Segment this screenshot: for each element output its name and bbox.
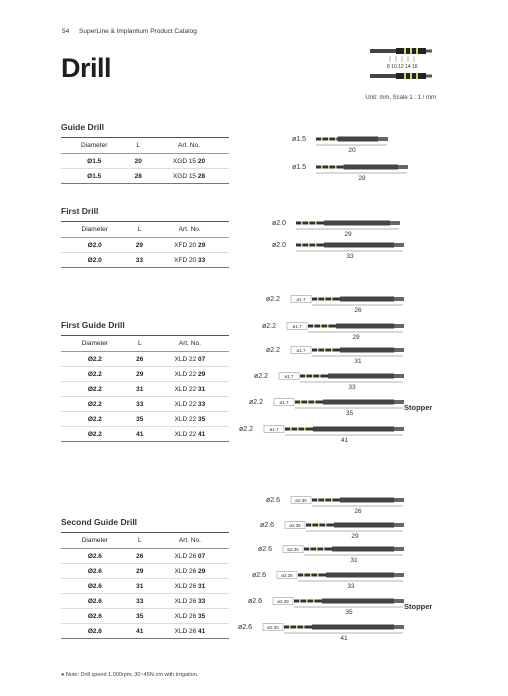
length-cell: 41 bbox=[129, 427, 151, 442]
tip-diameter-text: ø1.7 bbox=[292, 324, 302, 329]
column-header: Diameter bbox=[61, 533, 129, 549]
drill-diameter-label: ø2.2 bbox=[266, 296, 281, 303]
column-header: Diameter bbox=[61, 138, 127, 154]
drill-length-label: 33 bbox=[348, 384, 356, 391]
column-header: Art. No. bbox=[150, 222, 229, 238]
drill-diameter-label: ø2.6 bbox=[266, 497, 281, 504]
art-no-cell bbox=[151, 367, 229, 382]
column-header: Diameter bbox=[61, 222, 128, 238]
drill-body bbox=[312, 297, 404, 302]
drill-body bbox=[284, 625, 404, 630]
drill-diameter-label: ø2.2 bbox=[249, 399, 264, 406]
art-no-prefix: XFD 20 bbox=[174, 241, 198, 249]
drill-body bbox=[316, 137, 388, 142]
drill-length-label: 28 bbox=[358, 175, 366, 182]
diameter-cell: Ø2.0 bbox=[61, 253, 128, 268]
drill-diameter-label: ø2.6 bbox=[252, 572, 267, 579]
drill-diameter-label: ø2.0 bbox=[272, 242, 287, 249]
column-header: L bbox=[128, 222, 150, 238]
table-row bbox=[61, 427, 229, 442]
tip-diameter-tag bbox=[263, 624, 283, 631]
tip-diameter-tag bbox=[274, 399, 294, 406]
table-row bbox=[61, 624, 229, 639]
table-row bbox=[61, 154, 229, 169]
tip-diameter-tag bbox=[273, 598, 293, 605]
art-no-prefix: XLD 26 bbox=[174, 597, 199, 605]
tip-diameter-text: ø1.7 bbox=[296, 348, 306, 353]
diameter-cell: Ø2.6 bbox=[61, 579, 129, 594]
drill-length-label: 31 bbox=[354, 358, 362, 365]
tip-diameter-text: ø1.7 bbox=[284, 374, 294, 379]
art-no-suffix: 33 bbox=[198, 597, 206, 605]
footnote bbox=[61, 672, 198, 678]
drill-length-label: 33 bbox=[347, 583, 355, 590]
page-header bbox=[62, 28, 197, 35]
art-no-cell bbox=[151, 594, 229, 609]
art-no-suffix: 31 bbox=[198, 582, 206, 590]
art-no-prefix: XLD 26 bbox=[174, 552, 199, 560]
art-no-prefix: XGD 15 bbox=[172, 172, 198, 180]
drill-body bbox=[296, 221, 400, 226]
spec-table bbox=[61, 532, 229, 639]
drill-body bbox=[304, 547, 404, 552]
length-cell: 29 bbox=[129, 564, 151, 579]
drill-body bbox=[300, 374, 404, 379]
drill-body bbox=[312, 498, 404, 503]
drill-diameter-label: ø2.6 bbox=[260, 522, 275, 529]
drill-diameter-label: ø2.2 bbox=[239, 426, 254, 433]
drill-diameter-label: ø2.6 bbox=[238, 624, 253, 631]
drill-length-label: 26 bbox=[354, 508, 362, 515]
art-no-cell bbox=[151, 382, 229, 397]
art-no-prefix: XLD 26 bbox=[174, 567, 199, 575]
table-header-row bbox=[61, 222, 229, 238]
art-no-suffix: 29 bbox=[198, 370, 206, 378]
drill-diameter-label: ø2.6 bbox=[258, 546, 273, 553]
diameter-cell: Ø2.2 bbox=[61, 382, 129, 397]
table-row bbox=[61, 564, 229, 579]
page-title: Drill bbox=[61, 53, 112, 83]
art-no-prefix: XLD 26 bbox=[174, 612, 199, 620]
tip-diameter-tag bbox=[291, 347, 311, 354]
drill-diameter-label: ø2.2 bbox=[254, 373, 269, 380]
art-no-suffix: 29 bbox=[198, 567, 206, 575]
length-cell: 29 bbox=[129, 367, 151, 382]
drill-diameter-label: ø1.5 bbox=[292, 136, 307, 143]
art-no-prefix: XLD 22 bbox=[174, 415, 199, 423]
drill-length-label: 29 bbox=[344, 231, 352, 238]
art-no-cell bbox=[151, 579, 229, 594]
tip-diameter-text: ø2.35 bbox=[289, 523, 301, 528]
column-header: Art. No. bbox=[151, 336, 229, 352]
length-cell: 26 bbox=[129, 549, 151, 564]
drill-body bbox=[295, 400, 404, 405]
art-no-prefix: XLD 22 bbox=[174, 430, 199, 438]
art-no-prefix: XLD 26 bbox=[174, 627, 199, 635]
drill-length-label: 20 bbox=[348, 147, 356, 154]
drill-diameter-label: ø2.2 bbox=[266, 347, 281, 354]
spec-table bbox=[61, 137, 229, 184]
art-no-prefix: XLD 22 bbox=[174, 355, 199, 363]
art-no-prefix: XLD 22 bbox=[174, 370, 199, 378]
drill-body bbox=[316, 165, 408, 170]
art-no-suffix: 33 bbox=[198, 400, 206, 408]
art-no-cell bbox=[151, 564, 229, 579]
table-header-row bbox=[61, 533, 229, 549]
spec-table bbox=[61, 335, 229, 442]
art-no-prefix: XLD 22 bbox=[174, 385, 199, 393]
section-title: Guide Drill bbox=[61, 122, 104, 132]
tip-diameter-tag bbox=[283, 546, 303, 553]
column-header: Art. No. bbox=[149, 138, 229, 154]
diameter-cell: Ø2.6 bbox=[61, 594, 129, 609]
table-row bbox=[61, 579, 229, 594]
art-no-prefix: XLD 26 bbox=[174, 582, 199, 590]
tip-diameter-tag bbox=[277, 572, 297, 579]
art-no-suffix: 07 bbox=[198, 552, 206, 560]
tip-diameter-tag bbox=[264, 426, 284, 433]
diameter-cell: Ø2.2 bbox=[61, 352, 129, 367]
drill-length-label: 29 bbox=[351, 533, 359, 540]
art-no-suffix: 35 bbox=[198, 612, 206, 620]
drill-length-label: 31 bbox=[350, 557, 358, 564]
table-row bbox=[61, 352, 229, 367]
column-header: L bbox=[129, 336, 151, 352]
tip-diameter-tag bbox=[291, 296, 311, 303]
art-no-suffix: 31 bbox=[198, 385, 206, 393]
art-no-suffix: 20 bbox=[197, 157, 206, 165]
art-no-suffix: 41 bbox=[198, 430, 206, 438]
diameter-cell: Ø1.5 bbox=[61, 154, 127, 169]
length-cell: 20 bbox=[127, 154, 149, 169]
art-no-cell bbox=[151, 624, 229, 639]
art-no-prefix: XGD 15 bbox=[172, 157, 198, 165]
table-row bbox=[61, 594, 229, 609]
column-header: L bbox=[127, 138, 149, 154]
drill-body bbox=[296, 243, 404, 248]
tip-diameter-text: ø1.7 bbox=[296, 297, 306, 302]
art-no-cell bbox=[151, 427, 229, 442]
length-cell: 31 bbox=[129, 579, 151, 594]
diameter-cell: Ø2.0 bbox=[61, 238, 128, 253]
table-row bbox=[61, 412, 229, 427]
diameter-cell: Ø2.6 bbox=[61, 609, 129, 624]
drill-length-label: 41 bbox=[340, 635, 348, 642]
spec-table bbox=[61, 221, 229, 268]
page-number: 54 bbox=[62, 28, 70, 35]
length-cell: 26 bbox=[129, 352, 151, 367]
table-row bbox=[61, 382, 229, 397]
art-no-suffix: 35 bbox=[198, 415, 206, 423]
tip-diameter-text: ø2.35 bbox=[287, 547, 299, 552]
art-no-cell bbox=[149, 169, 229, 184]
art-no-suffix: 28 bbox=[197, 172, 206, 180]
diameter-cell: Ø2.2 bbox=[61, 412, 129, 427]
art-no-cell bbox=[149, 154, 229, 169]
drill-length-label: 35 bbox=[345, 410, 354, 417]
table-row bbox=[61, 238, 229, 253]
unit-note: Unit: mm, Scale 1 : 1 / mm bbox=[365, 95, 436, 101]
section-title: Second Guide Drill bbox=[61, 517, 138, 527]
drill-length-label: 33 bbox=[346, 253, 354, 260]
length-cell: 33 bbox=[129, 397, 151, 412]
catalog-title: SuperLine & Implantium Product Catalog bbox=[79, 28, 197, 35]
art-no-suffix: 33 bbox=[197, 256, 206, 264]
length-cell: 35 bbox=[129, 609, 151, 624]
art-no-suffix: 29 bbox=[197, 241, 206, 249]
tip-diameter-text: ø1.7 bbox=[269, 427, 279, 432]
note-bullet-icon: ● bbox=[61, 672, 65, 678]
section-title: First Guide Drill bbox=[61, 320, 125, 330]
diameter-cell: Ø2.2 bbox=[61, 367, 129, 382]
diameter-cell: Ø2.6 bbox=[61, 564, 129, 579]
drill-diameter-label: ø2.2 bbox=[262, 323, 277, 330]
drill-length-label: 35 bbox=[345, 609, 353, 616]
art-no-prefix: XLD 22 bbox=[174, 400, 199, 408]
drill-length-label: 29 bbox=[352, 334, 360, 341]
table-row bbox=[61, 609, 229, 624]
tip-diameter-tag bbox=[291, 497, 311, 504]
drill-diameter-label: ø2.0 bbox=[272, 220, 287, 227]
drill-body bbox=[285, 427, 404, 432]
drill-diameter-label: ø2.6 bbox=[248, 598, 263, 605]
tip-diameter-text: ø2.35 bbox=[281, 573, 293, 578]
art-no-cell bbox=[151, 352, 229, 367]
tip-diameter-text: ø2.35 bbox=[277, 599, 289, 604]
tip-diameter-tag bbox=[285, 522, 305, 529]
table-row bbox=[61, 397, 229, 412]
section-title: First Drill bbox=[61, 206, 99, 216]
diameter-cell: Ø2.2 bbox=[61, 397, 129, 412]
length-cell: 41 bbox=[129, 624, 151, 639]
legend-depth-marks: 8 10 12 14 16 bbox=[387, 64, 418, 70]
diameter-cell: Ø2.2 bbox=[61, 427, 129, 442]
length-cell: 28 bbox=[127, 169, 149, 184]
art-no-suffix: 41 bbox=[198, 627, 206, 635]
tip-diameter-text: ø2.35 bbox=[295, 498, 307, 503]
drill-body bbox=[294, 599, 404, 604]
art-no-cell bbox=[151, 609, 229, 624]
note-text: Note: Drill speed 1,000rpm, 30~45N·cm with irrigation. bbox=[65, 672, 199, 678]
drill-body bbox=[308, 324, 404, 329]
length-cell: 29 bbox=[128, 238, 150, 253]
art-no-cell bbox=[151, 549, 229, 564]
drill-length-label: 26 bbox=[354, 307, 362, 314]
diameter-cell: Ø2.6 bbox=[61, 549, 129, 564]
length-cell: 31 bbox=[129, 382, 151, 397]
art-no-prefix: XFD 20 bbox=[174, 256, 198, 264]
art-no-suffix: 07 bbox=[198, 355, 206, 363]
tip-diameter-text: ø2.35 bbox=[267, 625, 279, 630]
length-cell: 33 bbox=[128, 253, 150, 268]
diameter-cell: Ø2.6 bbox=[61, 624, 129, 639]
diameter-cell: Ø1.5 bbox=[61, 169, 127, 184]
table-row bbox=[61, 549, 229, 564]
art-no-cell bbox=[150, 253, 229, 268]
column-header: L bbox=[129, 533, 151, 549]
length-cell: 35 bbox=[129, 412, 151, 427]
drill-body bbox=[298, 573, 404, 578]
drill-body bbox=[312, 348, 404, 353]
stopper-label: Stopper bbox=[404, 403, 433, 412]
art-no-cell bbox=[151, 397, 229, 412]
drill-body bbox=[306, 523, 404, 528]
tip-diameter-tag bbox=[279, 373, 299, 380]
drill-diameter-label: ø1.5 bbox=[292, 164, 307, 171]
length-cell: 33 bbox=[129, 594, 151, 609]
art-no-cell bbox=[151, 412, 229, 427]
drill-length-label: 41 bbox=[340, 437, 349, 444]
table-header-row bbox=[61, 138, 229, 154]
table-row bbox=[61, 253, 229, 268]
tip-diameter-tag bbox=[287, 323, 307, 330]
table-header-row bbox=[61, 336, 229, 352]
tip-diameter-text: ø1.7 bbox=[279, 400, 289, 405]
table-row bbox=[61, 169, 229, 184]
column-header: Art. No. bbox=[151, 533, 229, 549]
table-row bbox=[61, 367, 229, 382]
stopper-label: Stopper bbox=[404, 602, 433, 611]
column-header: Diameter bbox=[61, 336, 129, 352]
art-no-cell bbox=[150, 238, 229, 253]
